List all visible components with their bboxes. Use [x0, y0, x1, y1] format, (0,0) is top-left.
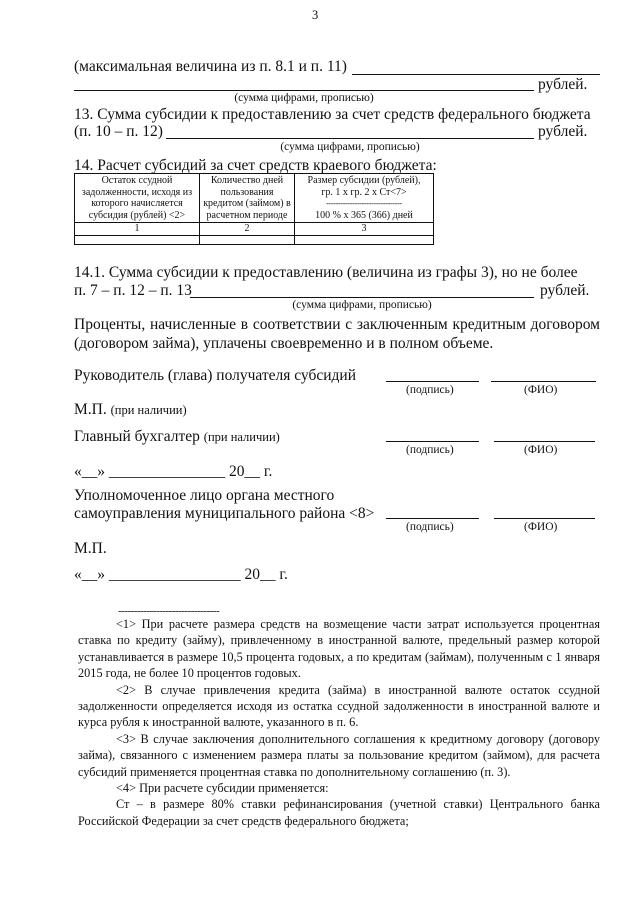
head-signature-line[interactable]: [386, 381, 479, 382]
accountant-title: Главный бухгалтер: [74, 428, 200, 445]
stamp-label-1: [74, 401, 187, 419]
stamp-mp-1: М.П.: [74, 401, 107, 418]
table-cell-amount[interactable]: [295, 235, 434, 244]
table-cell-days[interactable]: [200, 235, 295, 244]
item-141-formula: п. 7 – п. 12 – п. 13: [74, 282, 192, 299]
formula-line-3: 100 % x 365 (366) дней: [315, 209, 413, 221]
item-141-unit: рублей.: [540, 282, 590, 299]
accountant-signature-line[interactable]: [386, 441, 479, 442]
item-13-formula: (п. 10 – п. 12): [74, 123, 163, 140]
rubles-unit: рублей.: [538, 76, 588, 93]
footnote-2: <2> В случае привлечения кредита (займа) в иностранной валюте остаток ссудной задолженности определяется исходя из остатка ссудной задолженности в иностранной валюте и курса рубля к иностранной валюте, указанного в п. 6.: [78, 682, 600, 730]
official-label-2: самоуправления муниципального района <8>: [74, 505, 375, 522]
footnote-4-rate: Ст – в размере 80% ставки рефинансирования (учетной ставки) Центрального банка Российской Федерации за счет средств федерального бюджета;: [78, 797, 600, 828]
max-value-label: (максимальная величина из п. 8.1 и п. 11): [74, 58, 347, 75]
col-number-2: 2: [200, 223, 295, 236]
subsidy-calc-table: [74, 173, 434, 245]
footnote-separator: --------------------------------: [118, 605, 220, 617]
sum-caption-1: (сумма цифрами, прописью): [234, 92, 374, 104]
stamp-label-2: М.П.: [74, 540, 107, 557]
head-label: Руководитель (глава) получателя субсидий: [74, 367, 357, 384]
stamp-note-1: (при наличии): [110, 403, 187, 417]
footnote-3: <3> В случае заключения дополнительного соглашения к кредитному договору (договору займа), связанного с изменением размера платы за пользование кредитом (займом), для расчета субсидий применяется процентная ставка по дополнительному соглашению (п. 3).: [78, 731, 600, 779]
item-13-field-line[interactable]: [166, 138, 534, 139]
official-signature-caption: (подпись): [406, 521, 454, 533]
formula-line-2: гр. 1 x гр. 2 x Ст<7>: [321, 186, 407, 198]
accountant-signature-caption: (подпись): [406, 444, 454, 456]
col-number-1: 1: [75, 223, 200, 236]
accountant-fio-line[interactable]: [494, 441, 595, 442]
col-number-3: 3: [295, 223, 434, 236]
footnote-1: <1> При расчете размера средств на возмещение части затрат используется процентная ставка по кредиту (займу), привлеченному в иностранной валюте, предельный размер которой устанавливается в размере 10,5 процента годовых, а по кредитам (займам), полученным с 1 января 2015 года, не более 10 процентов годовых.: [78, 617, 600, 681]
footnotes: [78, 616, 600, 829]
max-value-field-line[interactable]: [352, 74, 600, 75]
formula-divider: --------------------------------: [326, 199, 402, 208]
head-fio-caption: (ФИО): [524, 384, 558, 396]
footnote-4: <4> При расчете субсидии применяется:: [116, 781, 329, 796]
sum-caption-3: (сумма цифрами, прописью): [292, 299, 432, 311]
head-fio-line[interactable]: [491, 381, 596, 382]
sum-caption-2: (сумма цифрами, прописью): [280, 141, 420, 153]
item-141-field-line[interactable]: [190, 297, 534, 298]
col-header-balance: Остаток ссудной задолженности, исходя из которого начисляется субсидия (рублей) <2>: [75, 174, 200, 223]
page-number: 3: [312, 8, 319, 22]
rubles-field-line[interactable]: [74, 90, 534, 91]
item-14-title: 14. Расчет субсидий за счет средств краевого бюджета:: [74, 157, 437, 174]
accountant-note: (при наличии): [203, 430, 280, 444]
date-field-2[interactable]: «__» _________________ 20__ г.: [74, 566, 288, 583]
head-signature-caption: (подпись): [406, 384, 454, 396]
formula-line-1: Размер субсидии (рублей),: [307, 175, 421, 186]
interest-paid-statement: Проценты, начисленные в соответствии с заключенным кредитным договором (договором займа), уплачены своевременно и в полном объеме.: [74, 316, 600, 352]
official-signature-line[interactable]: [386, 518, 479, 519]
col-header-amount: [295, 174, 434, 223]
col-header-days: Количество дней пользования кредитом (займом) в расчетном периоде: [200, 174, 295, 223]
accountant-label: [74, 428, 280, 446]
accountant-fio-caption: (ФИО): [524, 444, 558, 456]
official-fio-caption: (ФИО): [524, 521, 558, 533]
item-141-label: 14.1. Сумма субсидии к предоставлению (величина из графы 3), но не более: [74, 264, 578, 281]
official-fio-line[interactable]: [494, 518, 595, 519]
table-cell-balance[interactable]: [75, 235, 200, 244]
date-field-1[interactable]: «__» _______________ 20__ г.: [74, 463, 273, 480]
official-label-1: Уполномоченное лицо органа местного: [74, 487, 335, 504]
item-13-unit: рублей.: [538, 123, 588, 140]
item-13-label: 13. Сумма субсидии к предоставлению за счет средств федерального бюджета: [74, 106, 591, 123]
